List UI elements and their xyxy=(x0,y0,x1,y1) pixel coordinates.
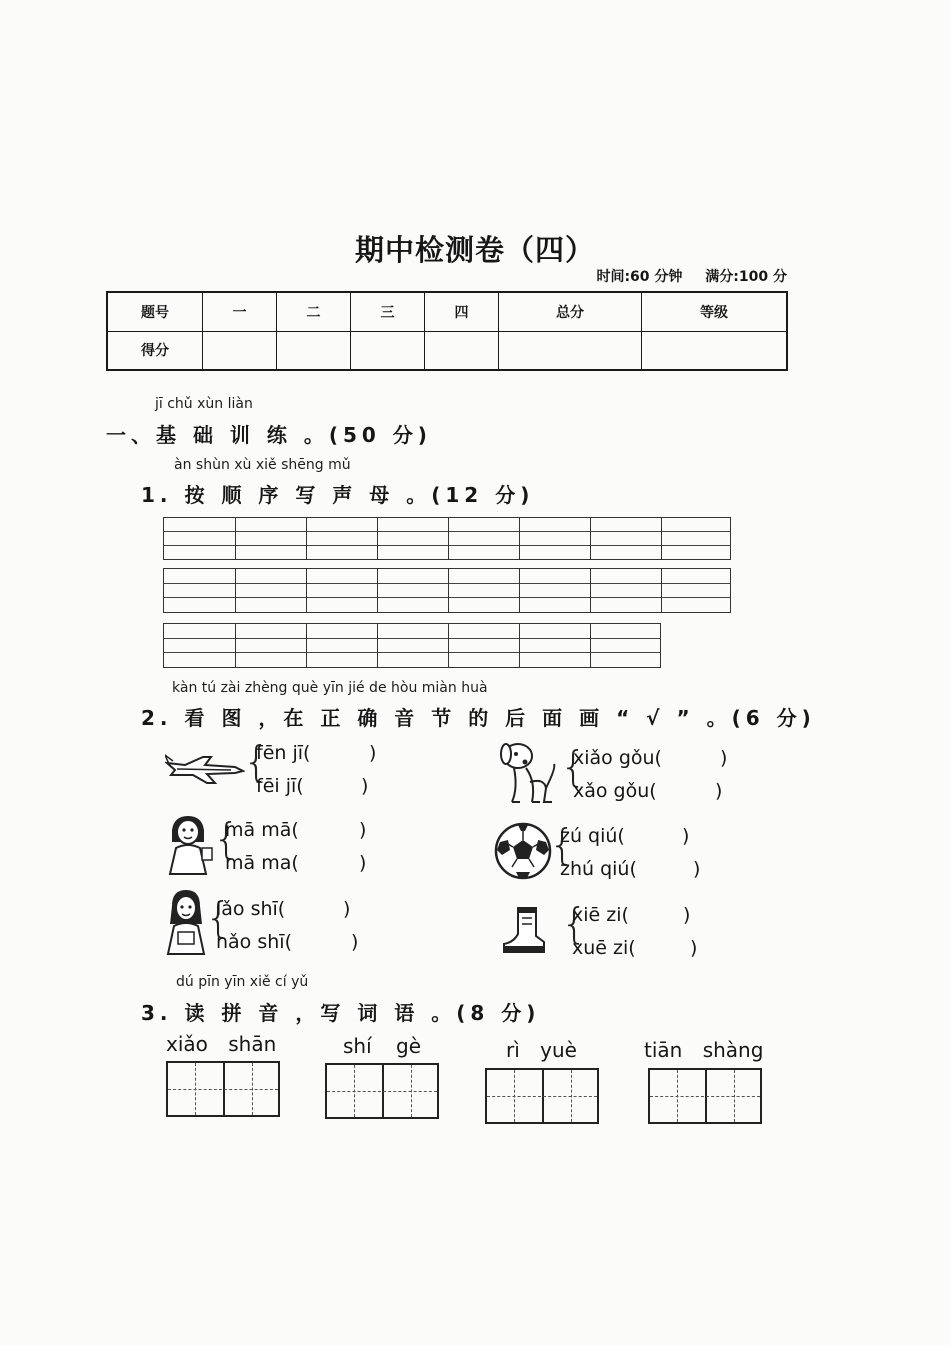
syllable: shí xyxy=(343,1034,372,1058)
word-pinyin xyxy=(506,1038,577,1062)
header-cell: 题号 xyxy=(107,292,203,331)
word-pinyin xyxy=(644,1038,763,1062)
score-table-header-row xyxy=(107,292,787,331)
header-cell: 一 xyxy=(203,292,277,331)
answer-paren[interactable]: ) xyxy=(369,742,377,764)
guide-line xyxy=(411,1065,412,1117)
option-text: lǎo shī( xyxy=(216,898,286,920)
grid-line xyxy=(164,652,660,653)
answer-paren[interactable]: ) xyxy=(690,937,698,959)
grid-divider xyxy=(590,569,591,612)
score-cell[interactable] xyxy=(350,331,424,370)
syllable: shàng xyxy=(702,1038,764,1062)
guide-line xyxy=(252,1063,253,1115)
guide-line xyxy=(487,1096,597,1097)
guide-line xyxy=(195,1063,196,1115)
brace: { xyxy=(561,899,588,948)
answer-paren[interactable]: ) xyxy=(359,852,367,874)
grid-divider xyxy=(590,518,591,559)
answer-paren[interactable]: ) xyxy=(715,780,723,802)
row-label: 得分 xyxy=(107,331,203,370)
option-text: xǎo gǒu( xyxy=(573,780,657,802)
grid-divider xyxy=(306,624,307,667)
brace: { xyxy=(243,737,270,786)
answer-paren[interactable]: ) xyxy=(359,819,367,841)
header-cell: 三 xyxy=(350,292,424,331)
header-cell: 四 xyxy=(424,292,498,331)
syllable: rì xyxy=(506,1038,520,1062)
score-cell[interactable] xyxy=(424,331,498,370)
syllable: xiǎo xyxy=(166,1032,208,1056)
option-text: mā mā( xyxy=(225,819,299,841)
option-text: fēn jī( xyxy=(256,742,311,764)
q3-pinyin: dú pīn yīn xiě cí yǔ xyxy=(176,974,309,990)
tianzige-box[interactable] xyxy=(485,1068,599,1124)
syllable: tiān xyxy=(644,1038,683,1062)
score-cell[interactable] xyxy=(641,331,787,370)
grid-line xyxy=(164,597,730,598)
time-limit: 时间:60 分钟 xyxy=(596,269,683,285)
grid-divider xyxy=(590,624,591,667)
score-cell[interactable] xyxy=(276,331,350,370)
grid-divider xyxy=(519,518,520,559)
q1-heading: 1. 按 顺 序 写 声 母 。(12 分) xyxy=(141,483,535,507)
guide-line xyxy=(514,1070,515,1122)
brace: { xyxy=(205,893,232,942)
option-text: xiǎo gǒu( xyxy=(573,747,662,769)
q3-heading: 3. 读 拼 音 ，写 词 语 。(8 分) xyxy=(141,1001,541,1025)
word-pinyin xyxy=(166,1032,276,1056)
header-cell: 二 xyxy=(276,292,350,331)
tianzige-box[interactable] xyxy=(325,1063,439,1119)
guide-line xyxy=(354,1065,355,1117)
grid-line xyxy=(164,531,730,532)
word-pinyin xyxy=(343,1034,421,1058)
header-cell: 等级 xyxy=(641,292,787,331)
grid-divider xyxy=(306,518,307,559)
grid-divider xyxy=(306,569,307,612)
grid-divider xyxy=(377,569,378,612)
answer-paren[interactable]: ) xyxy=(720,747,728,769)
grid-line xyxy=(164,545,730,546)
dog-icon xyxy=(496,738,562,808)
guide-line xyxy=(168,1089,278,1090)
grid-divider xyxy=(448,569,449,612)
answer-paren[interactable]: ) xyxy=(693,858,701,880)
answer-paren[interactable]: ) xyxy=(683,904,691,926)
q1-pinyin: àn shùn xù xiě shēng mǔ xyxy=(174,457,351,473)
option-text: mā ma( xyxy=(225,852,299,874)
brace: { xyxy=(549,820,576,869)
mother-icon xyxy=(164,814,216,878)
guide-line xyxy=(650,1096,760,1097)
grid-divider xyxy=(377,518,378,559)
answer-paren[interactable]: ) xyxy=(351,931,359,953)
guide-line xyxy=(571,1070,572,1122)
grid-divider xyxy=(519,624,520,667)
grid-line xyxy=(164,583,730,584)
score-cell[interactable] xyxy=(498,331,641,370)
option-text: nǎo shī( xyxy=(216,931,292,953)
grid-divider xyxy=(519,569,520,612)
writing-grid-row-3[interactable] xyxy=(163,623,661,668)
grid-divider xyxy=(448,518,449,559)
header-cell: 总分 xyxy=(498,292,641,331)
syllable: gè xyxy=(396,1034,422,1058)
answer-paren[interactable]: ) xyxy=(343,898,351,920)
guide-line xyxy=(327,1091,437,1092)
option-text: xiē zi( xyxy=(572,904,629,926)
guide-line xyxy=(677,1070,678,1122)
answer-paren[interactable]: ) xyxy=(361,775,369,797)
grid-divider xyxy=(661,569,662,612)
exam-meta xyxy=(596,266,787,286)
full-score: 满分:100 分 xyxy=(705,269,787,285)
option-text: zú qiú( xyxy=(560,825,625,847)
grid-line xyxy=(164,638,660,639)
section1-heading: 一、基 础 训 练 。(50 分) xyxy=(106,423,432,447)
answer-paren[interactable]: ) xyxy=(682,825,690,847)
tianzige-box[interactable] xyxy=(166,1061,280,1117)
syllable: yuè xyxy=(540,1038,577,1062)
grid-divider xyxy=(448,624,449,667)
airplane-icon xyxy=(165,745,245,787)
score-cell[interactable] xyxy=(203,331,277,370)
syllable: shān xyxy=(228,1032,277,1056)
option-text: xuē zi( xyxy=(572,937,636,959)
grid-divider xyxy=(235,624,236,667)
section1-pinyin: jī chǔ xùn liàn xyxy=(155,396,253,412)
tianzige-box[interactable] xyxy=(648,1068,762,1124)
option-text: fēi jī( xyxy=(256,775,304,797)
boot-icon xyxy=(500,906,548,956)
grid-divider xyxy=(235,569,236,612)
grid-divider xyxy=(661,518,662,559)
brace: { xyxy=(560,742,587,791)
grid-divider xyxy=(377,624,378,667)
writing-grid-row-2[interactable] xyxy=(163,568,731,613)
score-table-score-row xyxy=(107,331,787,370)
score-table xyxy=(106,291,788,371)
guide-line xyxy=(734,1070,735,1122)
writing-grid-row-1[interactable] xyxy=(163,517,731,560)
grid-divider xyxy=(235,518,236,559)
option-text: zhú qiú( xyxy=(560,858,637,880)
exam-title: 期中检测卷（四） xyxy=(354,233,595,267)
football-icon xyxy=(494,822,552,880)
q2-pinyin: kàn tú zài zhèng què yīn jié de hòu miàn huà xyxy=(172,680,488,696)
q2-heading: 2. 看 图 ，在 正 确 音 节 的 后 面 画 “ √ ” 。(6 分) xyxy=(141,706,816,730)
brace: { xyxy=(213,814,240,863)
